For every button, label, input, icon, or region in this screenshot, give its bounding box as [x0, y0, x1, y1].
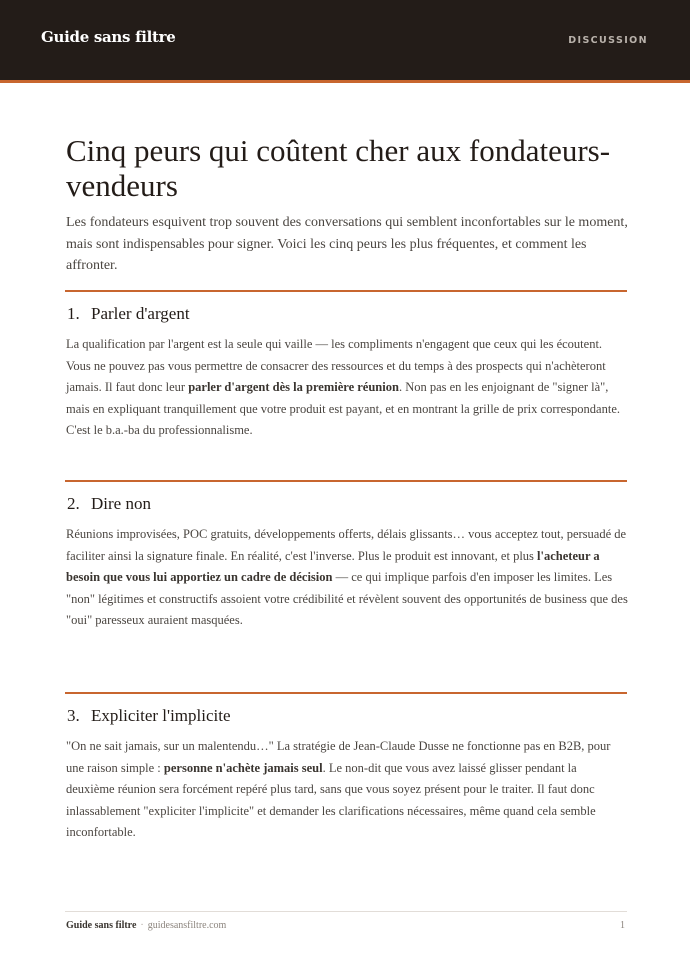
section-2 — [65, 480, 627, 632]
section-title: Dire non — [91, 494, 151, 513]
footer-site-link[interactable]: guidesansfiltre.com — [147, 920, 227, 931]
body-text: "On ne sait jamais, sur un malentendu…" La stratégie de Jean-Claude Dusse ne fonctionne pas en B2B, pour une raison simple : — [66, 739, 611, 775]
body-emphasis: parler d'argent dès la première réunion — [188, 380, 399, 395]
footer-divider — [65, 911, 627, 912]
section-title: Parler d'argent — [91, 304, 190, 323]
site-header — [0, 0, 690, 80]
section-number: 2. — [67, 494, 80, 513]
category-label[interactable]: DISCUSSION — [568, 35, 648, 46]
footer-brand[interactable]: Guide sans filtre — [66, 920, 137, 931]
section-1 — [65, 290, 627, 442]
article-intro: Les fondateurs esquivent trop souvent des conversations qui semblent inconfortables sur le moment, mais sont indispensables pour signer. Voici les cinq peurs les plus fréquentes, et comment les affronter. — [66, 215, 628, 273]
section-3 — [65, 692, 627, 844]
body-text: — ce qui implique parfois d'en imposer les limites. Les "non" légitimes et constructifs assoient votre crédibilité et révèlent souvent des opportunités de business que des "oui" paresseux auraient masquées. — [66, 570, 628, 628]
section-divider — [65, 692, 627, 694]
article-title: Cinq peurs qui coûtent cher aux fondateurs-vendeurs — [66, 133, 611, 203]
section-body — [66, 736, 628, 844]
section-title: Expliciter l'implicite — [91, 706, 231, 725]
section-heading — [67, 706, 627, 726]
section-body — [66, 334, 628, 442]
section-heading — [67, 304, 627, 324]
section-heading — [67, 494, 627, 514]
page-number: 1 — [620, 920, 625, 931]
section-number: 3. — [67, 706, 80, 725]
section-divider — [65, 290, 627, 292]
section-number: 1. — [67, 304, 80, 323]
section-body — [66, 524, 628, 632]
page-footer — [66, 920, 226, 931]
section-divider — [65, 480, 627, 482]
body-emphasis: personne n'achète jamais seul — [163, 760, 323, 775]
header-accent-rule — [0, 80, 690, 83]
body-text: Réunions improvisées, POC gratuits, développements offerts, délais glissants… vous acceptez tout, persuadé de faciliter ainsi la signature finale. En réalité, c'est l'inverse. Plus le produit est innovant, et plus — [66, 527, 627, 563]
body-emphasis: l'acheteur a besoin que vous lui apportiez un cadre de décision — [66, 548, 600, 585]
body-text: La qualification par l'argent est la seule qui vaille — les compliments n'engagent que ceux qui les écoutent. Vous ne pouvez pas vous permettre de consacrer des ressources et du temps à des prospects qui n'achèteront jamais. Il faut donc leur — [66, 337, 606, 395]
footer-separator: · — [140, 920, 144, 931]
body-text: . Non pas en les enjoignant de "signer là", mais en expliquant tranquillement que votre produit est payant, et en montrant la grille de prix correspondante. C'est le b.a.-ba du professionnalisme. — [66, 380, 620, 438]
body-text: . Le non-dit que vous avez laissé glisser pendant la deuxième réunion sera forcément repéré plus tard, sans que vous soyez présent pour le traiter. Il faut donc inlassablement "expliciter l'implicite" et demander les clarifications nécessaires, même quand cela semble inconfortable. — [66, 760, 596, 840]
site-logo[interactable]: Guide sans filtre — [41, 28, 176, 46]
